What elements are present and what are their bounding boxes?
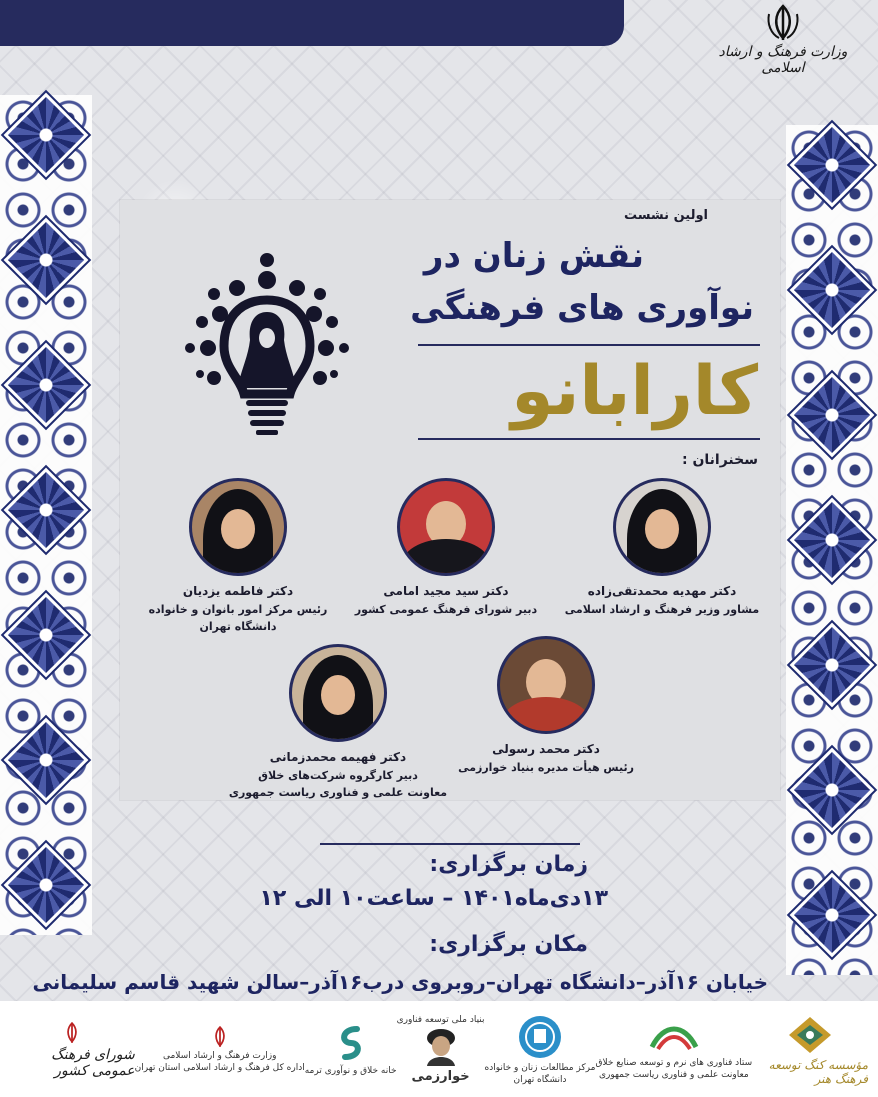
iran-emblem-icon (60, 1022, 84, 1044)
place-label: مکان برگزاری: (429, 932, 588, 957)
speaker-card (128, 478, 348, 635)
footer-logo-caption: مرکز مطالعات زنان و خانواده (484, 1063, 596, 1074)
event-title-line2: نوآوری های فرهنگی (410, 288, 754, 328)
creative-mark-icon (644, 1019, 704, 1055)
university-seal-icon (517, 1014, 563, 1060)
time-label: زمان برگزاری: (429, 852, 588, 877)
institute-mark-icon (787, 1015, 833, 1055)
speaker-photo (397, 478, 495, 576)
speaker-role: مشاور وزیر فرهنگ و ارشاد اسلامی (564, 603, 760, 616)
ornament-diamond (4, 343, 89, 428)
speaker-photo (289, 644, 387, 742)
ornament-diamond (790, 498, 875, 583)
speakers-label: سخنرانان : (681, 452, 758, 468)
footer-logo-kharazmi (397, 1010, 485, 1090)
iran-emblem-icon (208, 1026, 232, 1048)
top-navy-band (0, 0, 624, 46)
ornament-diamond (4, 218, 89, 303)
footer-logo-caption: خوارزمی (411, 1069, 470, 1084)
speaker-photo (613, 478, 711, 576)
speaker-name: دکتر فهیمه محمدزمانی (269, 750, 407, 764)
footer-logo-caption: دانشگاه تهران (513, 1074, 567, 1085)
speaker-role: معاونت علمی و فناوری ریاست جمهوری (228, 785, 448, 799)
footer-logo-caption: وزارت فرهنگ و ارشاد اسلامی (162, 1051, 277, 1062)
title-divider-bottom (418, 438, 760, 440)
title-divider-top (418, 344, 760, 346)
footer-logo-provincial (135, 1010, 305, 1090)
footer-logo-termeh (305, 1010, 397, 1090)
speaker-card (336, 478, 556, 619)
ornament-diamond (790, 248, 875, 333)
event-title-line1: نقش زنان در (423, 236, 644, 276)
footer-logo-caption: ستاد فناوری های نرم و توسعه صنایع خلاق (595, 1058, 753, 1069)
speaker-role: رئیس هیأت مدیره بنیاد خوارزمی (458, 761, 634, 774)
brand-title: کارابانو (511, 352, 758, 431)
speaker-name: دکتر مهدیه محمدتقی‌زاده (587, 584, 737, 598)
speaker-role: دبیر کارگروه شرکت‌های خلاق (258, 769, 418, 782)
termeh-mark-icon (331, 1023, 371, 1063)
footer-logo-council (10, 1010, 135, 1090)
ornament-diamond (790, 123, 875, 208)
left-diamond-column (0, 95, 92, 935)
speaker-name: دکتر فاطمه یزدیان (182, 584, 294, 598)
speaker-photo (189, 478, 287, 576)
footer-logo-caption: مؤسسه کنگ توسعه فرهنگ هنر (768, 1057, 868, 1086)
speaker-role: دانشگاه تهران (199, 619, 277, 633)
ornament-diamond (790, 623, 875, 708)
ornament-diamond (4, 93, 89, 178)
kharazmi-portrait-icon (419, 1026, 463, 1066)
speaker-role: دبیر شورای فرهنگ عمومی کشور (354, 603, 538, 616)
footer-logo-caption: اداره کل فرهنگ و ارشاد اسلامی استان تهران (134, 1062, 305, 1073)
iran-emblem-icon (763, 4, 803, 42)
time-value: ۱۳دی‌ماه۱۴۰۱ – ساعت۱۰ الی ۱۲ (259, 886, 608, 911)
footer-logo-institute (752, 1010, 868, 1090)
schedule-divider (320, 843, 580, 845)
ornament-diamond (790, 873, 875, 958)
footer-logo-caption: معاونت علمی و فناوری ریاست جمهوری (598, 1069, 749, 1080)
event-label: اولین نشست (623, 208, 708, 223)
speaker-card (552, 478, 772, 619)
speaker-name: دکتر سید مجید امامی (383, 584, 509, 598)
ministry-logo (708, 4, 858, 84)
ornament-diamond (4, 593, 89, 678)
speaker-card (228, 644, 448, 801)
speaker-card (436, 636, 656, 777)
speaker-name: دکتر محمد رسولی (492, 742, 600, 756)
ornament-diamond (790, 373, 875, 458)
footer-logo-university (485, 1010, 596, 1090)
footer-logo-creative (595, 1010, 752, 1090)
speaker-role: رئیس مرکز امور بانوان و خانواده (148, 603, 328, 616)
speaker-photo (497, 636, 595, 734)
footer-logo-caption: شورای فرهنگ عمومی کشور (51, 1046, 135, 1079)
right-diamond-column (786, 125, 878, 975)
ornament-diamond (4, 468, 89, 553)
ornament-diamond (4, 843, 89, 928)
footer-logo-caption: خانه خلاق و نوآوری ترمه (304, 1065, 397, 1076)
footer-logos (10, 1009, 868, 1091)
footer-logo-caption: بنیاد ملی توسعه فناوری (396, 1014, 485, 1025)
ornament-diamond (790, 748, 875, 833)
ministry-name: وزارت فرهنگ و ارشاد اسلامی (718, 44, 848, 76)
ornament-diamond (4, 718, 89, 803)
place-value: خیابان ۱۶آذر–دانشگاه تهران–روبروی درب۱۶آذر–سالن شهید قاسم سلیمانی (32, 970, 768, 994)
bulb-woman-logo-icon (182, 250, 352, 440)
